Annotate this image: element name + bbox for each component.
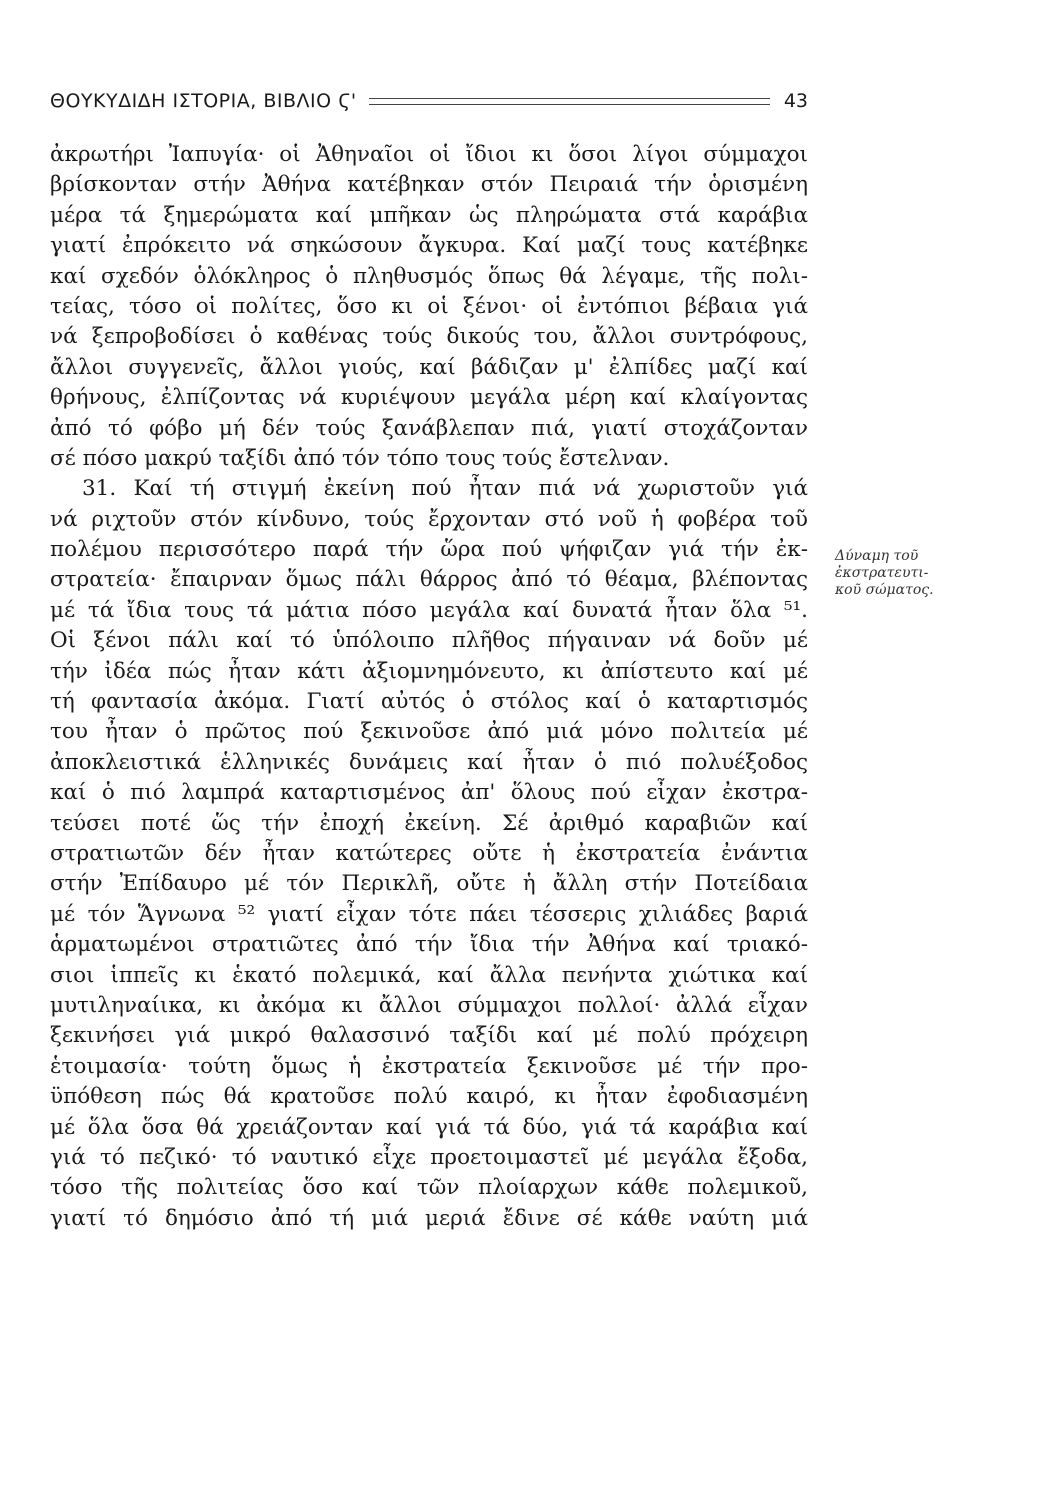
text-line: σιοι ἱππεῖς κι ἑκατό πολεμικά, καί ἄλλα πενήντα χιώτικα καί: [50, 962, 808, 988]
text-line: μέρα τά ξημερώματα καί μπῆκαν ὡς πληρώματα στά καράβια: [50, 202, 808, 228]
text-line: νά ξεπροβοδίσει ὁ καθένας τούς δικούς του, ἄλλοι συντρόφους,: [50, 324, 808, 350]
footnote-51-line: μέ τά ἴδια τους τά μάτια πόσο μεγάλα καί δυνατά ἦταν ὅλα ⁵¹.: [50, 597, 808, 623]
text-line: ἑτοιμασία· τούτη ὅμως ἡ ἐκστρατεία ξεκινοῦσε μέ τήν προ-: [50, 1053, 808, 1079]
text-line: νά ριχτοῦν στόν κίνδυνο, τούς ἔρχονταν στό νοῦ ἡ φοβέρα τοῦ: [50, 506, 808, 532]
margin-note: [835, 548, 995, 599]
text-line: γιά τό πεζικό· τό ναυτικό εἶχε προετοιμαστεῖ μέ μεγάλα ἔξοδα,: [50, 1144, 808, 1170]
page-number: 43: [783, 90, 808, 112]
text-line: τή φαντασία ἀκόμα. Γιατί αὐτός ὁ στόλος καί ὁ καταρτισμός: [50, 689, 808, 715]
text-line: ξεκινήσει γιά μικρό θαλασσινό ταξίδι καί μέ πολύ πρόχειρη: [50, 1023, 808, 1049]
text-line: μυτιληναίικα, κι ἀκόμα κι ἄλλοι σύμμαχοι πολλοί· ἀλλά εἶχαν: [50, 992, 808, 1018]
text-line: πολέμου περισσότερο παρά τήν ὥρα πού ψήφιζαν γιά τήν ἐκ-: [50, 537, 808, 563]
running-title: ΘΟΥΚΥΔΙΔΗ ΙΣΤΟΡΙΑ, ΒΙΒΛΙΟ Ϛ': [50, 90, 357, 112]
margin-note-line: Δύναμη τοῦ: [835, 548, 919, 564]
text-line: ἁρματωμένοι στρατιῶτες ἀπό τήν ἴδια τήν Ἀθήνα καί τριακό-: [50, 932, 808, 958]
section-31-start-line: 31. Καί τή στιγμή ἐκείνη πού ἦταν πιά νά χωριστοῦν γιά: [82, 476, 808, 502]
text-line: καί σχεδόν ὁλόκληρος ὁ πληθυσμός ὅπως θά λέγαμε, τῆς πολι-: [50, 263, 808, 289]
footnote-52-line: μέ τόν Ἅγνωνα ⁵² γιατί εἶχαν τότε πάει τέσσερις χιλιάδες βαριά: [50, 901, 808, 927]
text-line: θρήνους, ἐλπίζοντας νά κυριέψουν μεγάλα μέρη καί κλαίγοντας: [50, 385, 808, 411]
header-double-rule: [369, 98, 770, 105]
text-line: τήν ἰδέα πώς ἦταν κάτι ἀξιομνημόνευτο, κι ἀπίστευτο καί μέ: [50, 658, 808, 684]
text-line: ἀπό τό φόβο μή δέν τούς ξανάβλεπαν πιά, γιατί στοχάζονταν: [50, 415, 808, 441]
text-line: ἄλλοι συγγενεῖς, ἄλλοι γιούς, καί βάδιζαν μ' ἐλπίδες μαζί καί: [50, 354, 808, 380]
text-line: τόσο τῆς πολιτείας ὅσο καί τῶν πλοίαρχων κάθε πολεμικοῦ,: [50, 1175, 808, 1201]
text-line: στήν Ἐπίδαυρο μέ τόν Περικλῆ, οὔτε ἡ ἄλλη στήν Ποτείδαια: [50, 871, 808, 897]
body-text: [50, 140, 808, 1234]
margin-note-line: ἐκστρατευτι-: [835, 565, 929, 581]
text-line: γιατί ἐπρόκειτο νά σηκώσουν ἄγκυρα. Καί μαζί τους κατέβηκε: [50, 233, 808, 259]
text-line: ϋπόθεση πώς θά κρατοῦσε πολύ καιρό, κι ἦταν ἐφοδιασμένη: [50, 1084, 808, 1110]
text-line: τείας, τόσο οἱ πολίτες, ὅσο κι οἱ ξένοι· οἱ ἐντόπιοι βέβαια γιά: [50, 293, 808, 319]
text-line: μέ ὅλα ὅσα θά χρειάζονταν καί γιά τά δύο, γιά τά καράβια καί: [50, 1114, 808, 1140]
text-line: του ἦταν ὁ πρῶτος πού ξεκινοῦσε ἀπό μιά μόνο πολιτεία μέ: [50, 719, 808, 745]
text-line: στρατιωτῶν δέν ἦταν κατώτερες οὔτε ἡ ἐκστρατεία ἐνάντια: [50, 840, 808, 866]
text-line: γιατί τό δημόσιο ἀπό τή μιά μεριά ἔδινε σέ κάθε ναύτη μιά: [50, 1205, 808, 1231]
text-line: ἀκρωτήρι Ἰαπυγία· οἱ Ἀθηναῖοι οἱ ἴδιοι κι ὅσοι λίγοι σύμμαχοι: [50, 142, 808, 167]
text-line: καί ὁ πιό λαμπρά καταρτισμένος ἀπ' ὅλους πού εἶχαν ἐκστρα-: [50, 780, 808, 806]
running-header: [50, 86, 808, 116]
margin-note-line: κοῦ σώματος.: [835, 582, 934, 598]
text-line: στρατεία· ἔπαιρναν ὅμως πάλι θάρρος ἀπό τό θέαμα, βλέποντας: [50, 567, 808, 593]
text-line: τεύσει ποτέ ὥς τήν ἐποχή ἐκείνη. Σέ ἀριθμό καραβιῶν καί: [50, 810, 808, 836]
text-line: σέ πόσο μακρύ ταξίδι ἀπό τόν τόπο τους τούς ἔστελναν.: [50, 445, 670, 471]
text-line: Οἱ ξένοι πάλι καί τό ὑπόλοιπο πλῆθος πήγαιναν νά δοῦν μέ: [50, 628, 808, 654]
text-line: ἀποκλειστικά ἑλληνικές δυνάμεις καί ἦταν ὁ πιό πολυέξοδος: [50, 749, 808, 775]
text-line: βρίσκονταν στήν Ἀθήνα κατέβηκαν στόν Πειραιά τήν ὁρισμένη: [50, 172, 808, 198]
